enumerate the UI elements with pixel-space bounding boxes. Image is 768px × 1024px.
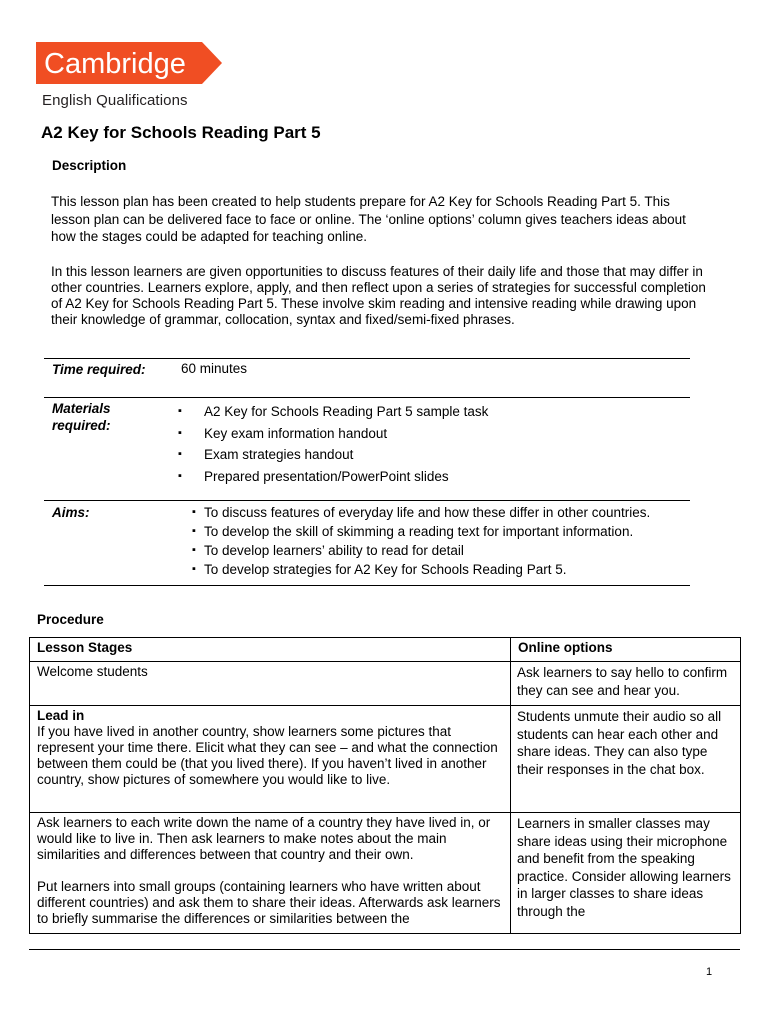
description-heading: Description (52, 158, 127, 173)
list-item: ▪ To discuss features of everyday life and how these differ in other countries. (192, 503, 650, 522)
online-cell: Ask learners to say hello to confirm they can see and hear you. (511, 662, 741, 706)
aims-list (192, 503, 650, 579)
stage-cell (30, 813, 511, 934)
table-row (30, 706, 741, 813)
description-paragraph-1: This lesson plan has been created to help students prepare for A2 Key for Schools Reading Part 5. This lesson plan can be delivered face to face or online. The ‘online options’ column gives teachers ideas about how the stages could be adapted for teaching online. (51, 194, 686, 244)
divider (44, 500, 690, 501)
online-cell: Learners in smaller classes may share ideas using their microphone and benefit from the speaking practice. Consider allowing learners in larger classes to share ideas through the (511, 813, 741, 934)
stage-cell (30, 706, 511, 813)
table-header-row (30, 638, 741, 662)
list-item: ▪ Key exam information handout (178, 423, 488, 445)
list-item: ▪ Exam strategies handout (178, 444, 488, 466)
materials-label: Materials required: (52, 401, 111, 433)
stage-title: Lead in (37, 708, 85, 723)
list-item: ▪ Prepared presentation/PowerPoint slides (178, 466, 488, 488)
time-value: 60 minutes (181, 361, 248, 376)
table-cut-line (29, 949, 740, 950)
table-row (30, 662, 741, 706)
logo-subtitle: English Qualifications (42, 92, 188, 109)
stage-text: Put learners into small groups (containing learners who have written about different countries) and ask them to share their ideas. Afterwards ask learners to briefly summarise the differences or similarities between the (37, 879, 501, 926)
page-title: A2 Key for Schools Reading Part 5 (41, 123, 321, 142)
stage-text: Welcome students (37, 664, 148, 679)
divider (44, 397, 690, 398)
logo-text: Cambridge (44, 48, 186, 80)
list-item: ▪ To develop learners’ ability to read for detail (192, 541, 650, 560)
stage-text: Ask learners to each write down the name of a country they have lived in, or would like to live in. Then ask learners to make notes about the main similarities and differences between that country and their own. (37, 815, 491, 862)
list-item: ▪ To develop the skill of skimming a reading text for important information. (192, 522, 650, 541)
column-header: Lesson Stages (30, 638, 511, 662)
aims-label: Aims: (52, 505, 90, 520)
stage-cell (30, 662, 511, 706)
description-paragraph-2: In this lesson learners are given opportunities to discuss features of their daily life and those that may differ in other countries. Learners explore, apply, and then reflect upon a series of strategies for successful completion of A2 Key for Schools Reading Part 5. These involve skim reading and intensive reading while drawing upon their knowledge of grammar, collocation, syntax and fixed/semi-fixed phrases. (51, 264, 706, 327)
materials-list (178, 401, 488, 487)
stage-text: If you have lived in another country, show learners some pictures that represent your time there. Elicit what they can see – and what the connection between them could be (that you lived there). If you haven’t lived in another country, show pictures of somewhere you would like to live. (37, 724, 498, 787)
page-number: 1 (706, 966, 713, 978)
divider (44, 358, 690, 359)
time-label: Time required: (52, 362, 146, 377)
list-item: ▪ To develop strategies for A2 Key for Schools Reading Part 5. (192, 560, 650, 579)
list-item: ▪ A2 Key for Schools Reading Part 5 sample task (178, 401, 488, 423)
table-row (30, 813, 741, 934)
page-bottom-margin (0, 950, 768, 1024)
divider (44, 585, 690, 586)
procedure-table (29, 637, 741, 934)
online-cell: Students unmute their audio so all students can hear each other and share ideas. They can also type their responses in the chat box. (511, 706, 741, 813)
cambridge-logo (36, 42, 222, 84)
column-header: Online options (511, 638, 741, 662)
procedure-heading: Procedure (37, 612, 104, 627)
